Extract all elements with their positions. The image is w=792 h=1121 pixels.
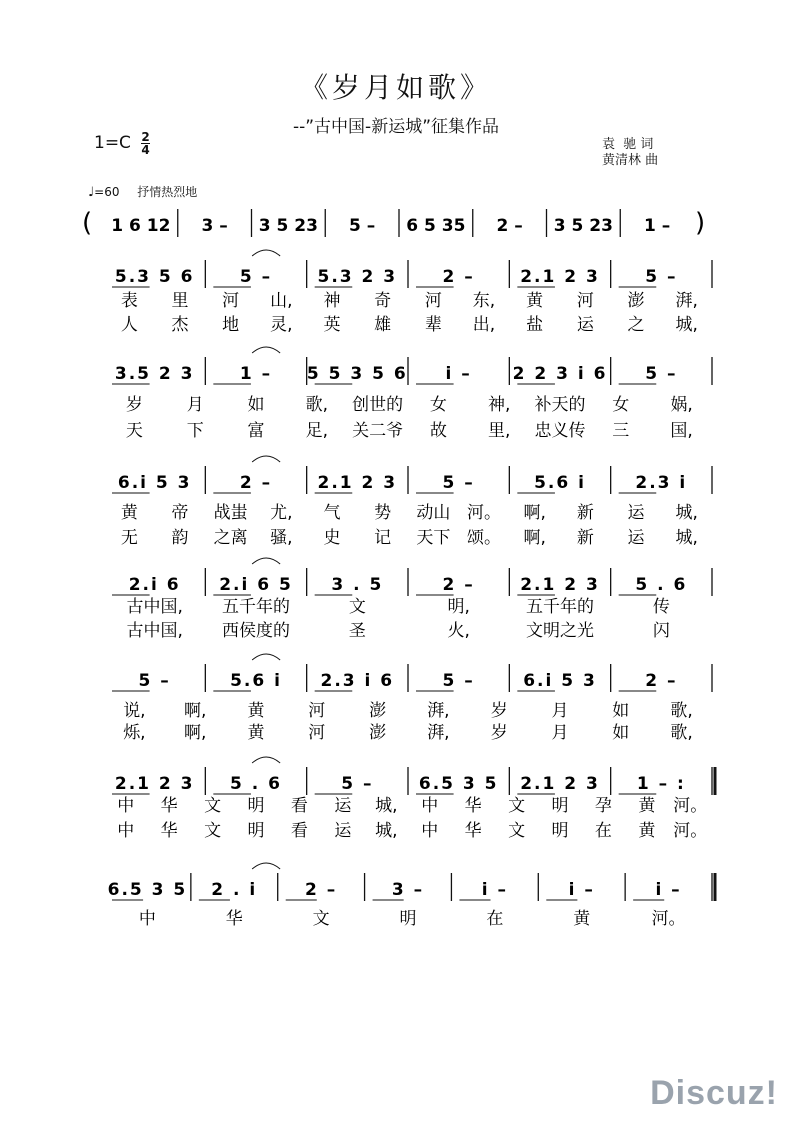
lyric-syllable: 女 — [429, 395, 447, 415]
lyric-syllable: 富 — [247, 421, 265, 441]
measure-notes: 5.6 i — [534, 473, 586, 493]
lyric-syllable: 文 — [508, 796, 526, 816]
measure-notes: 5 . 6 — [230, 774, 282, 794]
lyric-syllable: 河 — [222, 291, 240, 311]
lyric-syllable: 如 — [612, 723, 630, 743]
intro-open-paren: ( — [82, 208, 93, 238]
lyric-syllable: 英 — [323, 315, 341, 335]
lyric-syllable: 骚, — [270, 528, 293, 548]
lyric-syllable: 无 — [120, 528, 138, 548]
lyric-syllable: 尤, — [270, 503, 293, 523]
measure-notes: 3 . 5 — [331, 575, 384, 595]
lyric-syllable: 忠义传 — [534, 421, 586, 441]
lyric-syllable: 城, — [675, 503, 698, 523]
lyric-syllable: 运 — [627, 528, 645, 548]
lyric-syllable: 新 — [576, 503, 594, 523]
lyric-syllable: 华 — [464, 796, 482, 816]
measure-notes: 2 – — [239, 473, 273, 493]
intro-measure: 3 – — [201, 216, 228, 236]
lyric-syllable: 势 — [374, 503, 392, 523]
lyric-syllable: 之离 — [213, 528, 248, 548]
lyric-syllable: 澎 — [627, 291, 645, 311]
measure-notes: 6.5 3 5 — [107, 880, 188, 900]
lyric-syllable: 气 — [323, 503, 341, 523]
lyric-syllable: 新 — [576, 528, 594, 548]
lyric-syllable: 韵 — [171, 528, 189, 548]
lyric-syllable: 啊, — [183, 723, 207, 743]
intro-measure: 2 – — [496, 216, 523, 236]
lyric-syllable: 啊, — [523, 503, 546, 523]
lyric-syllable: 月 — [551, 701, 569, 721]
lyric-syllable: 歌, — [670, 723, 693, 743]
measure-notes: 5.3 2 3 — [317, 267, 398, 287]
lyric-syllable: 五千年的 — [526, 597, 594, 617]
lyric-syllable: 文 — [204, 796, 222, 816]
lyric-syllable: 记 — [374, 528, 392, 548]
measure-notes: 5 – — [645, 364, 678, 384]
measure-notes: 5 – — [239, 267, 273, 287]
measure-notes: 5 . 6 — [635, 575, 688, 595]
measure-notes: 2 – — [442, 575, 475, 595]
lyric-syllable: 西侯度的 — [222, 621, 290, 641]
lyric-syllable: 里, — [487, 421, 511, 441]
lyric-syllable: 中 — [117, 821, 135, 841]
lyric-syllable: 里 — [171, 291, 189, 311]
measure-notes: i – — [481, 880, 508, 900]
lyric-syllable: 城, — [675, 315, 698, 335]
time-signature-top: 2 — [141, 130, 150, 144]
lyric-syllable: 岁 — [490, 723, 508, 743]
lyric-syllable: 文 — [312, 909, 330, 929]
lyric-syllable: 黄 — [120, 503, 138, 523]
lyric-syllable: 战蚩 — [213, 503, 248, 523]
lyric-syllable: 辈 — [424, 315, 442, 335]
lyric-syllable: 华 — [160, 821, 178, 841]
lyric-syllable: 黄 — [247, 701, 265, 721]
lyric-syllable: 华 — [160, 796, 178, 816]
intro-measure: 3 5 23 — [258, 216, 318, 236]
lyric-syllable: 天下 — [416, 528, 451, 548]
lyric-syllable: 如 — [612, 701, 630, 721]
measure-notes: 3 – — [391, 880, 425, 900]
lyric-syllable: 看 — [290, 821, 308, 841]
lyric-syllable: 神 — [323, 291, 341, 311]
lyric-syllable: 运 — [627, 503, 645, 523]
measure-notes: 6.5 3 5 — [418, 774, 499, 794]
lyric-syllable: 澎 — [369, 701, 387, 721]
lyric-syllable: 帝 — [171, 503, 189, 523]
lyric-syllable: 湃, — [427, 723, 450, 743]
lyric-syllable: 歌, — [670, 701, 693, 721]
lyric-syllable: 创世的 — [352, 395, 404, 415]
intro-measure: 5 – — [349, 216, 376, 236]
lyric-syllable: 孕 — [594, 796, 612, 816]
lyric-syllable: 颂。 — [467, 528, 501, 548]
measure-notes: 2.i 6 5 — [219, 575, 293, 595]
lyric-syllable: 灵, — [270, 315, 293, 335]
measure-notes: 5 – — [645, 267, 678, 287]
measure-notes: 2.3 i — [635, 473, 688, 493]
intro-measure: 1 – — [644, 216, 671, 236]
measure-notes: 2 2 3 i 6 — [512, 364, 608, 384]
measure-notes: 5.3 5 6 — [114, 267, 195, 287]
measure-notes: 2 – — [305, 880, 338, 900]
lyric-syllable: 城, — [375, 796, 398, 816]
lyric-syllable: 天 — [125, 421, 143, 441]
slur-arc — [252, 757, 280, 763]
measure-notes: 2 . i — [211, 880, 258, 900]
lyric-syllable: 东, — [472, 291, 496, 311]
time-signature-bottom: 4 — [141, 143, 150, 157]
song-title: 《岁月如歌》 — [299, 71, 492, 104]
lyric-syllable: 史 — [323, 528, 341, 548]
measure-notes: 5 – — [442, 473, 475, 493]
measure-notes: i – — [445, 364, 472, 384]
lyric-syllable: 明 — [399, 909, 417, 929]
lyric-syllable: 女 — [612, 395, 630, 415]
lyric-syllable: 补天的 — [534, 395, 586, 415]
slur-arc — [252, 456, 280, 462]
lyric-syllable: 表 — [120, 291, 138, 311]
measure-notes: 1 – — [239, 364, 273, 384]
composer-credit: 黄清林 曲 — [602, 153, 659, 168]
lyric-syllable: 中 — [138, 909, 156, 929]
lyric-syllable: 湃, — [675, 291, 698, 311]
lyric-syllable: 烁, — [123, 723, 146, 743]
watermark-logo: Discuz! — [650, 1074, 778, 1112]
lyric-syllable: 中 — [421, 821, 439, 841]
measure-notes: 3.5 2 3 — [114, 364, 195, 384]
lyric-syllable: 五千年的 — [222, 597, 290, 617]
lyric-syllable: 河 — [424, 291, 442, 311]
lyric-syllable: 看 — [290, 796, 308, 816]
lyric-syllable: 如 — [247, 395, 265, 415]
slur-arc — [252, 347, 280, 353]
lyric-syllable: 黄 — [247, 723, 265, 743]
lyric-syllable: 中 — [421, 796, 439, 816]
lyric-syllable: 地 — [222, 315, 240, 335]
lyric-syllable: 山, — [270, 291, 293, 311]
slur-arc — [252, 863, 280, 869]
lyric-syllable: 啊, — [523, 528, 546, 548]
lyric-syllable: 河。 — [673, 796, 708, 816]
lyric-syllable: 中 — [117, 796, 135, 816]
lyric-syllable: 华 — [225, 909, 243, 929]
measure-notes: 2.i 6 — [128, 575, 181, 595]
lyric-syllable: 河 — [308, 701, 326, 721]
intro-measure: 6 5 35 — [406, 216, 466, 236]
lyric-syllable: 奇 — [374, 291, 392, 311]
song-subtitle: --”古中国-新运城”征集作品 — [292, 117, 500, 137]
lyric-syllable: 湃, — [427, 701, 450, 721]
slur-arc — [252, 654, 280, 660]
lyric-syllable: 文明之光 — [526, 621, 594, 641]
lyric-syllable: 文 — [348, 597, 366, 617]
lyric-syllable: 岁 — [490, 701, 508, 721]
lyric-syllable: 明 — [551, 796, 569, 816]
measure-notes: 2.1 2 3 — [317, 473, 398, 493]
lyric-syllable: 运 — [576, 315, 594, 335]
measure-notes: 5 – — [341, 774, 374, 794]
lyric-syllable: 华 — [464, 821, 482, 841]
lyric-syllable: 古中国, — [126, 621, 183, 641]
lyric-syllable: 黄 — [638, 796, 656, 816]
lyric-syllable: 河 — [308, 723, 326, 743]
lyric-syllable: 在 — [594, 821, 612, 841]
lyric-syllable: 盐 — [526, 315, 544, 335]
measure-notes: 5 5 3 5 6 — [306, 364, 408, 384]
measure-notes: 2 – — [442, 267, 475, 287]
lyric-syllable: 岁 — [125, 395, 143, 415]
measure-notes: 5 – — [442, 671, 475, 691]
measure-notes: 2.1 2 3 — [520, 575, 600, 595]
lyric-syllable: 娲, — [670, 395, 693, 415]
lyric-syllable: 黄 — [573, 909, 591, 929]
measure-notes: 6.i 5 3 — [523, 671, 597, 691]
lyric-syllable: 文 — [508, 821, 526, 841]
slur-arc — [252, 558, 280, 564]
measure-notes: 5.6 i — [230, 671, 282, 691]
lyric-syllable: 传 — [652, 597, 670, 617]
lyric-syllable: 关二爷 — [352, 421, 404, 441]
slur-arc — [252, 250, 280, 256]
intro-measure: 3 5 23 — [553, 216, 613, 236]
lyric-syllable: 文 — [204, 821, 222, 841]
lyric-syllable: 杰 — [171, 315, 189, 335]
lyric-syllable: 河。 — [651, 909, 686, 929]
quarter-note-icon: ♩ — [88, 185, 95, 200]
lyric-syllable: 河 — [576, 291, 594, 311]
lyric-syllable: 月 — [551, 723, 569, 743]
lyric-syllable: 出, — [472, 315, 496, 335]
lyric-syllable: 闪 — [652, 621, 670, 641]
lyric-syllable: 古中国, — [126, 597, 183, 617]
lyric-syllable: 运 — [334, 821, 352, 841]
lyric-syllable: 圣 — [348, 621, 366, 641]
measure-notes: i – — [655, 880, 682, 900]
measure-notes: 2.1 2 3 — [520, 774, 600, 794]
lyric-syllable: 故 — [429, 421, 447, 441]
lyric-syllable: 啊, — [183, 701, 207, 721]
measure-notes: i – — [568, 880, 595, 900]
lyric-syllable: 动山 — [416, 503, 451, 523]
measure-notes: 2.3 i 6 — [320, 671, 395, 691]
lyric-syllable: 澎 — [369, 723, 387, 743]
lyric-syllable: 足, — [305, 421, 329, 441]
lyric-syllable: 明 — [247, 821, 265, 841]
lyric-syllable: 火, — [447, 621, 470, 641]
lyric-syllable: 人 — [120, 315, 138, 335]
lyricist-credit: 袁 驰 词 — [602, 137, 654, 152]
measure-notes: 2.1 2 3 — [520, 267, 600, 287]
lyric-syllable: 黄 — [526, 291, 544, 311]
measure-notes: 6.i 5 3 — [117, 473, 192, 493]
lyric-syllable: 下 — [186, 421, 204, 441]
lyric-syllable: 说, — [123, 701, 146, 721]
lyric-syllable: 明 — [247, 796, 265, 816]
measure-notes: 1 – : — [636, 774, 686, 794]
lyric-syllable: 三 — [612, 421, 630, 441]
key-signature: 1=C — [94, 133, 131, 153]
tempo-value: =60 — [94, 185, 120, 199]
measure-notes: 5 – — [138, 671, 171, 691]
lyric-syllable: 国, — [670, 421, 693, 441]
intro-close-paren: ) — [695, 208, 706, 238]
lyric-syllable: 河。 — [673, 821, 708, 841]
lyric-syllable: 河。 — [467, 503, 501, 523]
lyric-syllable: 之 — [627, 315, 645, 335]
lyric-syllable: 城, — [675, 528, 698, 548]
lyric-syllable: 月 — [186, 395, 204, 415]
intro-measure: 1 6 12 — [111, 216, 171, 236]
lyric-syllable: 明 — [551, 821, 569, 841]
lyric-syllable: 运 — [334, 796, 352, 816]
lyric-syllable: 雄 — [374, 315, 392, 335]
lyric-syllable: 城, — [375, 821, 398, 841]
lyric-syllable: 明, — [447, 597, 470, 617]
measure-notes: 2.1 2 3 — [114, 774, 195, 794]
lyric-syllable: 神, — [487, 395, 511, 415]
lyric-syllable: 歌, — [305, 395, 329, 415]
measure-notes: 2 – — [645, 671, 678, 691]
lyric-syllable: 在 — [486, 909, 504, 929]
lyric-syllable: 黄 — [638, 821, 656, 841]
tempo-expression: 抒情热烈地 — [137, 185, 198, 199]
